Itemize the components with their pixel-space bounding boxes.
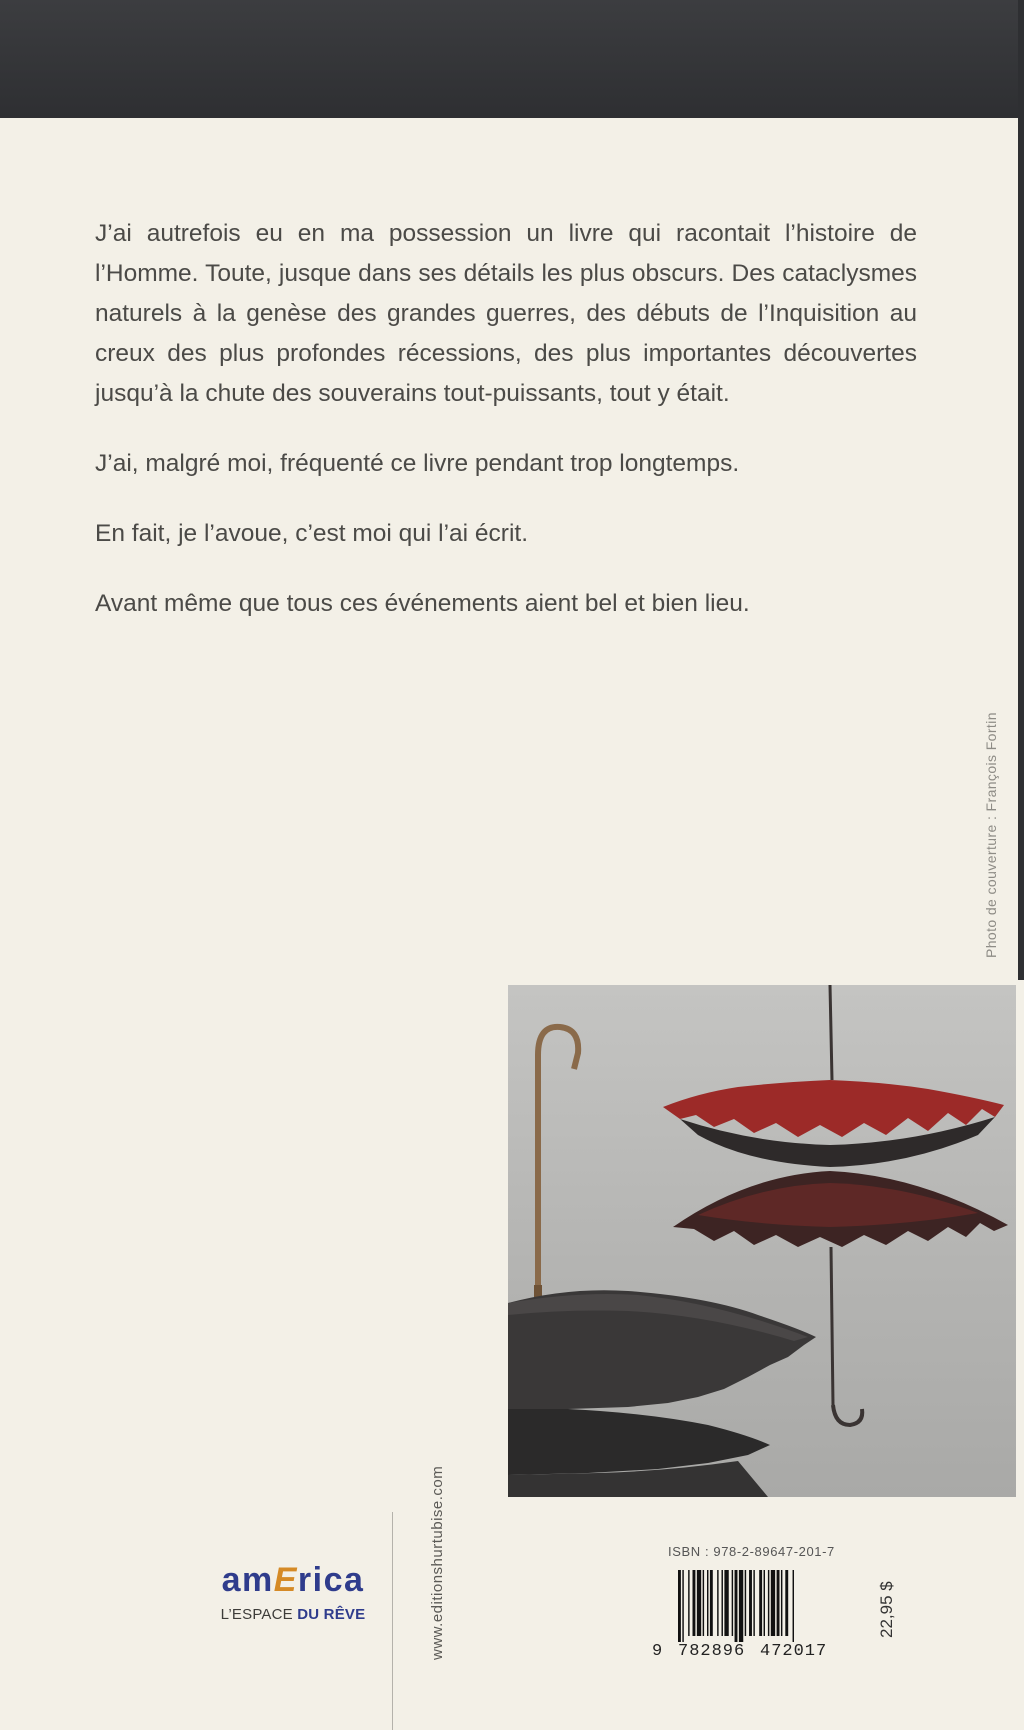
divider-line bbox=[392, 1512, 393, 1730]
blurb-paragraph-3: En fait, je l’avoue, c’est moi qui l’ai écrit. bbox=[95, 520, 529, 547]
blurb-paragraph-1: J’ai autrefois eu en ma possession un livre qui racontait l’histoire de l’Homme. Toute, jusque dans ses détails les plus obscurs. Des cataclysmes naturels à la genèse des grandes guerres, des débuts de l’Inquisition au creux des plus profondes récessions, des plus importantes découvertes jusqu’à la chute des souverains tout-puissants, tout y était. bbox=[95, 220, 917, 407]
umbrellas-photo-art bbox=[508, 985, 1016, 1497]
top-dark-band bbox=[0, 0, 1024, 118]
publisher-website: www.editionshurtubise.com bbox=[429, 1465, 446, 1660]
tagline-start: L’ESPACE bbox=[220, 1606, 298, 1623]
spine-edge bbox=[1018, 0, 1024, 980]
barcode-group-1: 782896 bbox=[678, 1642, 746, 1661]
logo-wordmark bbox=[198, 1562, 388, 1598]
barcode-icon bbox=[676, 1570, 836, 1642]
tagline-bold: DU RÊVE bbox=[297, 1606, 366, 1623]
logo-tagline bbox=[198, 1606, 388, 1623]
logo-word-accent: E bbox=[273, 1561, 298, 1599]
back-cover-blurb bbox=[95, 214, 917, 654]
photo-credit: Photo de couverture : François Fortin bbox=[983, 712, 999, 958]
blurb-paragraph-4: Avant même que tous ces événements aient bel et bien lieu. bbox=[95, 590, 750, 617]
blurb-paragraph-2: J’ai, malgré moi, fréquenté ce livre pendant trop longtemps. bbox=[95, 450, 740, 477]
barcode-group-2: 472017 bbox=[760, 1642, 828, 1661]
america-logo bbox=[198, 1562, 388, 1623]
price-label: 22,95 $ bbox=[877, 1581, 896, 1638]
logo-word-end: rica bbox=[297, 1561, 365, 1599]
umbrellas-photo bbox=[508, 985, 1016, 1497]
barcode-digit-left: 9 bbox=[652, 1642, 663, 1661]
logo-word-start: am bbox=[221, 1561, 274, 1599]
isbn-label: ISBN : 978-2-89647-201-7 bbox=[668, 1544, 835, 1559]
